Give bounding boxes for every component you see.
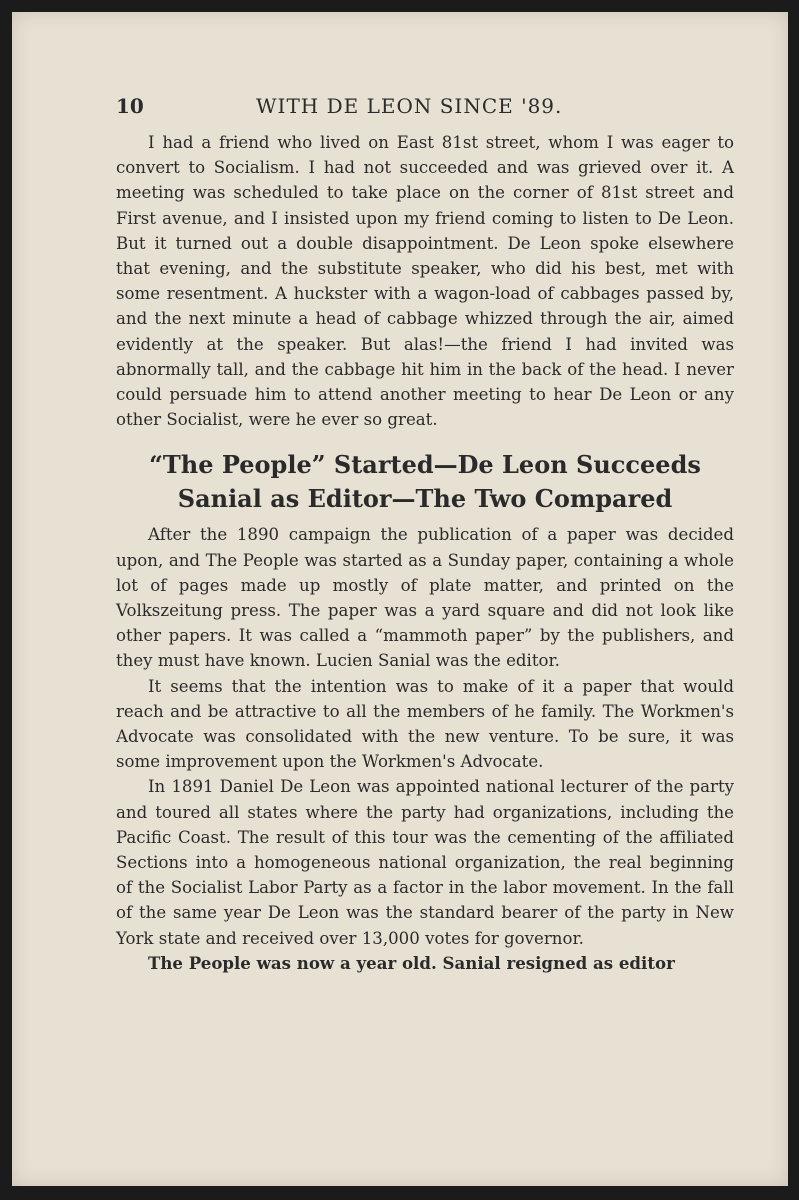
paragraph-cabbage-anecdote: I had a friend who lived on East 81st street, whom I was eager to convert to Socialism. I had not succeeded and was grieved over it. A meeting was scheduled to take place on the corner of 81st street and First avenue, and I insisted upon my friend coming to listen to De Leon. But it turned out a double disappointment. De Leon spoke elsewhere that evening, and the substitute speaker, who did his best, met with some resentment. A huckster with a wagon-load of cabbages passed by, and the next minute a head of cabbage whizzed through the air, aimed evidently at the speaker. But alas!—the friend I had invited was abnormally tall, and the cabbage hit him in the back of the head. I never could persuade him to attend another meeting to hear De Leon or any other Socialist, were he ever so great. (116, 133, 734, 430)
running-title: WITH DE LEON SINCE '89. (256, 94, 563, 118)
paragraph-sanial-resigned: The People was now a year old. Sanial resigned as editor (148, 952, 675, 973)
book-page (12, 12, 788, 1186)
section-heading-line-2: Sanial as Editor—The Two Compared (177, 484, 673, 514)
page-body (116, 130, 734, 976)
section-heading-line-1: “The People” Started—De Leon Succeeds (149, 450, 701, 480)
page-header (116, 94, 596, 124)
paragraph-people-started: After the 1890 campaign the publication of a paper was decided upon, and The People was started as a Sunday paper, containing a whole lot of pages made up mostly of plate matter, and printed on the Volkszeitung press. The paper was a yard square and did not look like other papers. It was called a “mammoth paper” by the publishers, and they must have known. Lucien Sanial was the editor. (116, 525, 734, 671)
page-number: 10 (116, 94, 144, 118)
paragraph-1891-lecturer: In 1891 Daniel De Leon was appointed national lecturer of the party and toured all states where the party had organizations, including the Pacific Coast. The result of this tour was the cementing of the affiliated Sections into a homogeneous national organization, the real beginning of the Socialist Labor Party as a factor in the labor movement. In the fall of the same year De Leon was the standard bearer of the party in New York state and received over 13,000 votes for governor. (116, 777, 734, 948)
paragraph-intention: It seems that the intention was to make of it a paper that would reach and be attractive to all the members of he family. The Workmen's Advocate was consolidated with the new venture. To be sure, it was some improvement upon the Workmen's Advocate. (116, 676, 734, 772)
section-heading (116, 448, 734, 516)
